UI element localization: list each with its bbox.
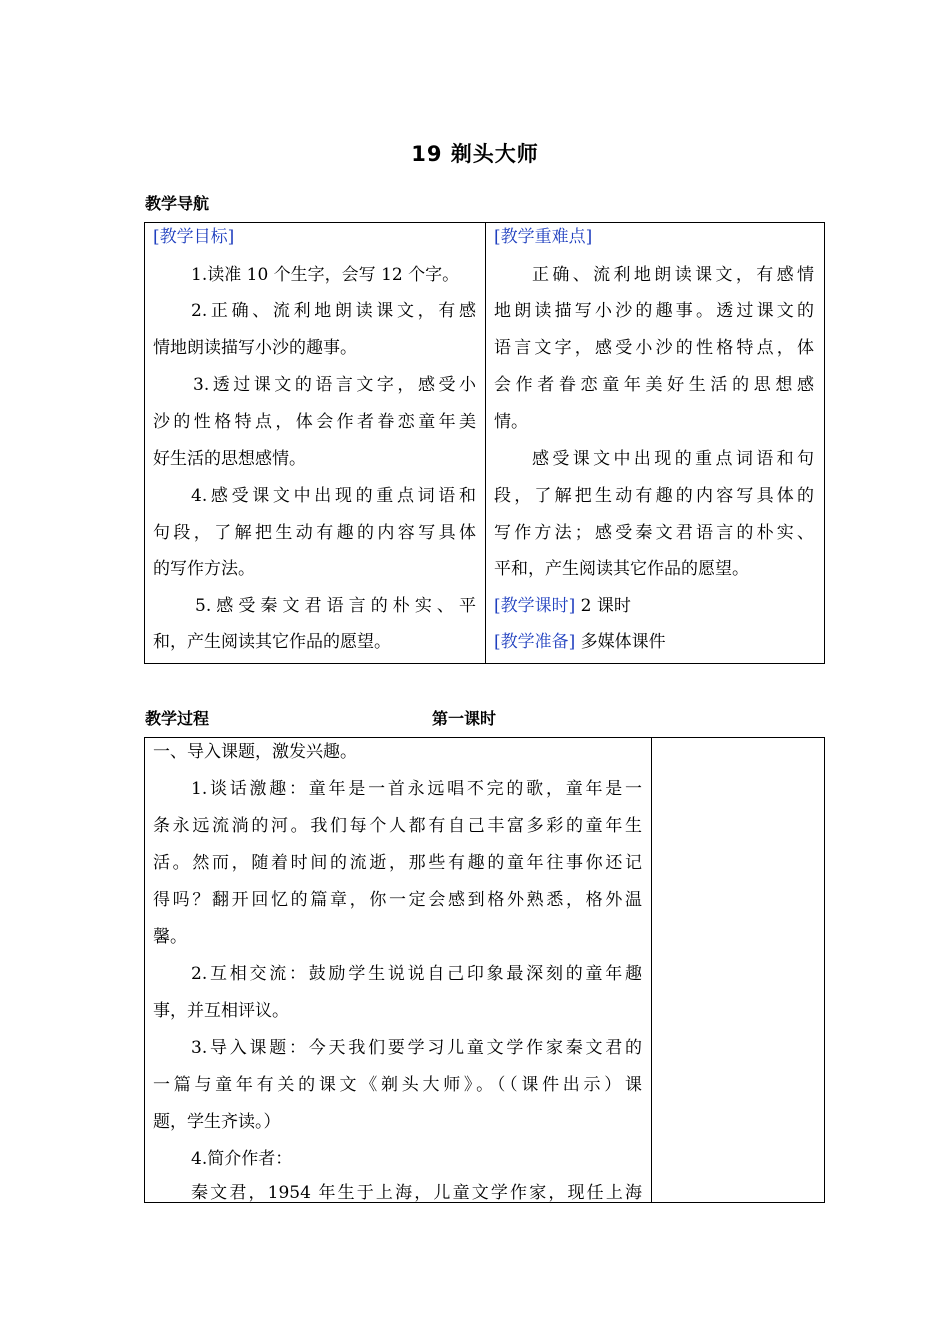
key-points-label: [教学重难点] bbox=[494, 227, 593, 247]
process-line: 3.导入课题：今天我们要学习儿童文学作家秦文君的 bbox=[191, 1038, 642, 1058]
lesson-hours-value: 2 课时 bbox=[580, 596, 631, 616]
goal-line: 2.正确、流利地朗读课文，有感 bbox=[191, 301, 476, 321]
goal-line: 句段，了解把生动有趣的内容写具体 bbox=[153, 523, 476, 543]
key-point-line: 写作方法；感受秦文君语言的朴实、 bbox=[494, 523, 814, 543]
key-points-cell bbox=[486, 223, 824, 663]
process-cell bbox=[145, 738, 651, 1202]
goal-line: 情地朗读描写小沙的趣事。 bbox=[153, 338, 357, 358]
teaching-prep bbox=[494, 631, 666, 653]
process-line: 一、导入课题，激发兴趣。 bbox=[153, 742, 357, 762]
goal-line: 5.感受秦文君语言的朴实、平 bbox=[195, 596, 476, 616]
process-line: 条永远流淌的河。我们每个人都有自己丰富多彩的童年生 bbox=[153, 816, 642, 836]
process-line: 1.谈话激趣：童年是一首永远唱不完的歌，童年是一 bbox=[191, 779, 642, 799]
key-point-line: 会作者眷恋童年美好生活的思想感 bbox=[494, 375, 814, 395]
goal-line: 1.读准 10 个生字，会写 12 个字。 bbox=[191, 265, 460, 285]
lesson-heading: 第一课时 bbox=[432, 709, 497, 728]
page-title: 19 剃头大师 bbox=[411, 142, 539, 166]
key-point-line: 地朗读描写小沙的趣事。透过课文的 bbox=[494, 301, 814, 321]
teaching-prep-label: [教学准备] bbox=[494, 632, 576, 652]
key-point-line: 正确、流利地朗读课文，有感情 bbox=[532, 265, 814, 285]
teaching-process-heading: 教学过程 bbox=[145, 709, 210, 728]
process-line: 活。然而，随着时间的流逝，那些有趣的童年往事你还记 bbox=[153, 853, 642, 873]
goal-line: 的写作方法。 bbox=[153, 559, 255, 579]
teaching-prep-value: 多媒体课件 bbox=[580, 632, 666, 652]
goal-line: 好生活的思想感情。 bbox=[153, 449, 306, 469]
process-line: 得吗？翻开回忆的篇章，你一定会感到格外熟悉，格外温 bbox=[153, 890, 642, 910]
lesson-hours-label: [教学课时] bbox=[494, 596, 576, 616]
process-line: 4.简介作者： bbox=[191, 1149, 293, 1169]
goals-cell bbox=[145, 223, 485, 663]
lesson-hours bbox=[494, 595, 631, 617]
process-line: 一篇与童年有关的课文《剃头大师》。（（课件出示）课 bbox=[153, 1075, 642, 1095]
process-line: 事，并互相评议。 bbox=[153, 1001, 289, 1021]
key-point-line: 语言文字，感受小沙的性格特点，体 bbox=[494, 338, 814, 358]
process-line: 2.互相交流：鼓励学生说说自己印象最深刻的童年趣 bbox=[191, 964, 642, 984]
key-point-line: 段，了解把生动有趣的内容写具体的 bbox=[494, 486, 814, 506]
teaching-guide-heading: 教学导航 bbox=[145, 194, 210, 213]
key-point-line: 平和，产生阅读其它作品的愿望。 bbox=[494, 559, 749, 579]
goals-label: [教学目标] bbox=[153, 227, 235, 247]
goal-line: 和，产生阅读其它作品的愿望。 bbox=[153, 632, 391, 652]
teaching-guide-table bbox=[144, 222, 825, 664]
key-point-line: 感受课文中出现的重点词语和句 bbox=[532, 449, 814, 469]
teaching-process-table bbox=[144, 737, 825, 1203]
process-line: 题，学生齐读。） bbox=[153, 1112, 281, 1132]
process-line: 馨。 bbox=[153, 927, 187, 947]
goal-line: 4.感受课文中出现的重点词语和 bbox=[191, 486, 476, 506]
goal-line: 3.透过课文的语言文字，感受小 bbox=[193, 375, 476, 395]
key-point-line: 情。 bbox=[494, 412, 528, 432]
process-line: 秦文君，1954 年生于上海，儿童文学作家，现任上海 bbox=[191, 1183, 642, 1203]
notes-cell bbox=[652, 738, 824, 1202]
goal-line: 沙的性格特点，体会作者眷恋童年美 bbox=[153, 412, 476, 432]
